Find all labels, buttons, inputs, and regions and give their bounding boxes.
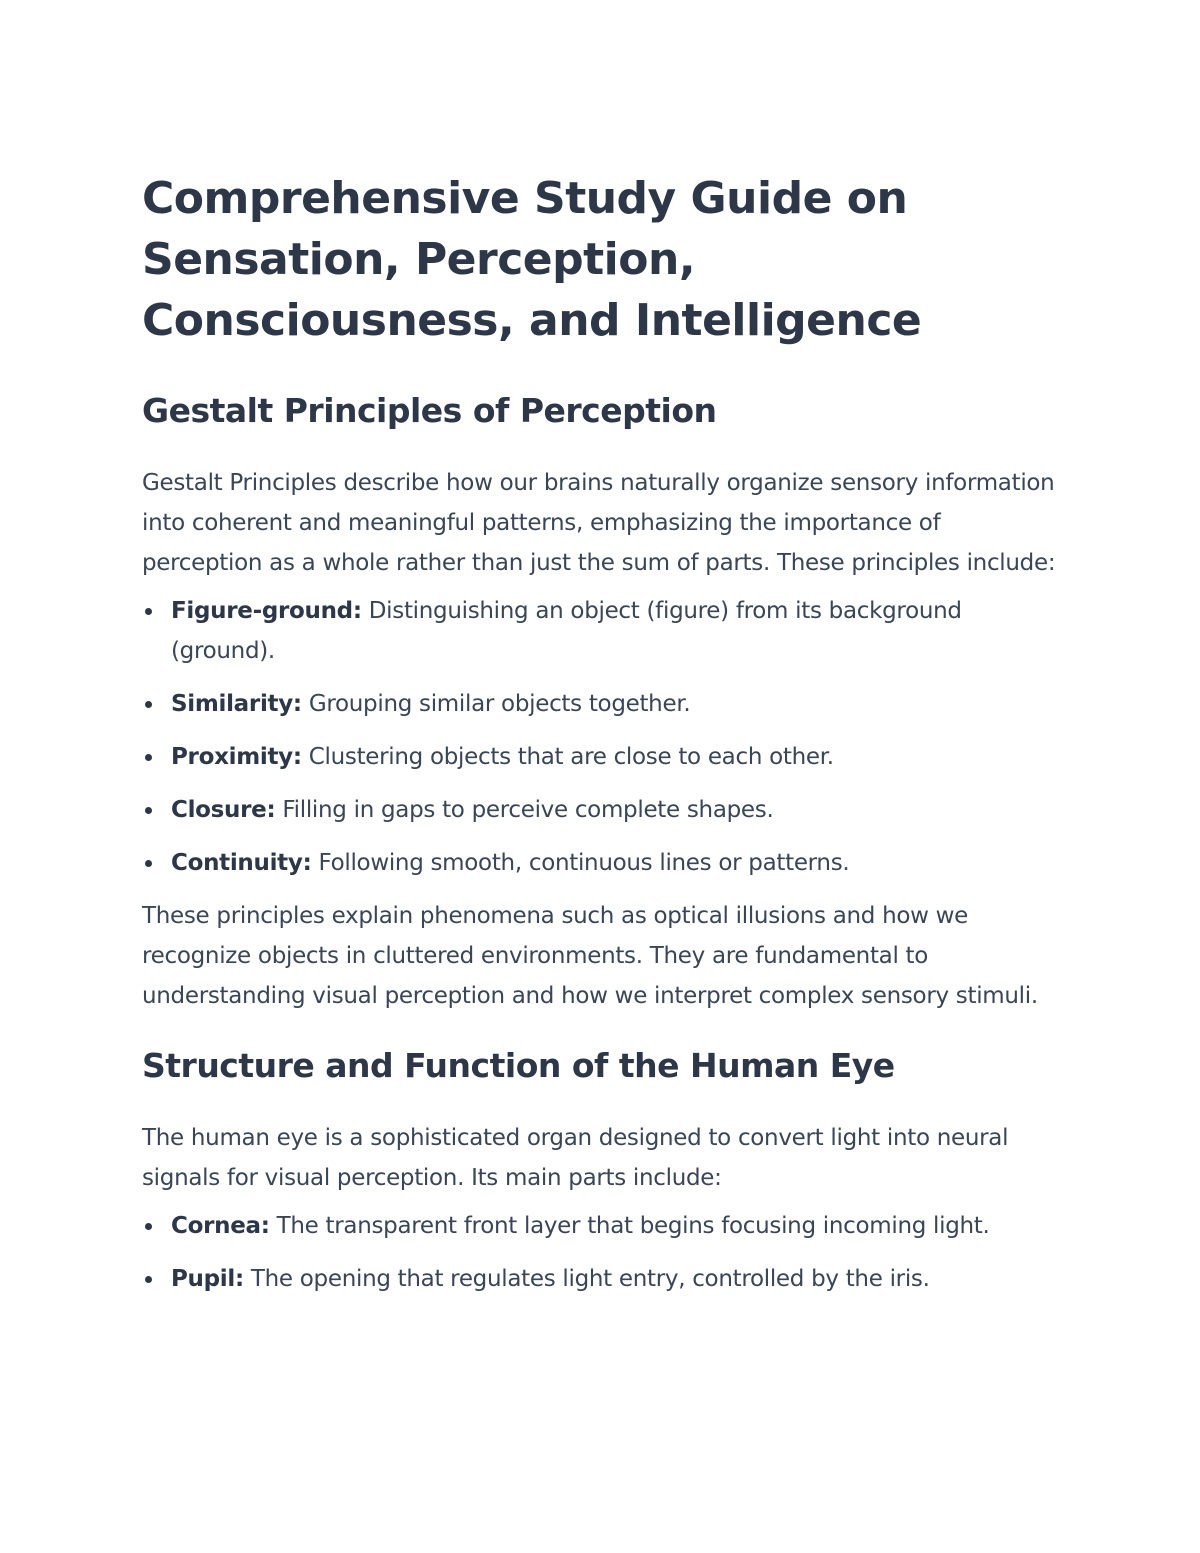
list-item-text: Clustering objects that are close to each other. [301, 744, 834, 770]
list-item [142, 843, 1062, 883]
list-item-text: Following smooth, continuous lines or patterns. [311, 850, 850, 876]
section-closing-gestalt: These principles explain phenomena such as optical illusions and how we recognize objects in cluttered environments. They are fundamental to understanding visual perception and how we interpret complex sensory stimuli. [142, 903, 1038, 1009]
list-item [142, 737, 1062, 777]
bullet-icon [145, 754, 152, 761]
list-item [142, 790, 1062, 830]
document-page [142, 168, 1062, 1312]
eye-parts-list [142, 1206, 1062, 1299]
list-item-term: Proximity: [171, 744, 302, 770]
list-item-term: Closure: [171, 797, 276, 823]
bullet-icon [145, 608, 152, 615]
bullet-icon [145, 807, 152, 814]
section-intro-gestalt: Gestalt Principles describe how our brains naturally organize sensory information into coherent and meaningful patterns, emphasizing the importance of perception as a whole rather than just the sum of parts. These principles include: [142, 470, 1056, 576]
list-item-text: Filling in gaps to perceive complete shapes. [275, 797, 774, 823]
section-heading-gestalt: Gestalt Principles of Perception [142, 391, 717, 430]
list-item-text: Grouping similar objects together. [301, 691, 691, 717]
bullet-icon [145, 1223, 152, 1230]
list-item-text: The transparent front layer that begins focusing incoming light. [269, 1213, 990, 1239]
list-item-text: Distinguishing an object (figure) from its background (ground). [171, 598, 962, 664]
bullet-icon [145, 701, 152, 708]
list-item-term: Similarity: [171, 691, 302, 717]
section-heading-human-eye: Structure and Function of the Human Eye [142, 1046, 895, 1085]
list-item-text: The opening that regulates light entry, controlled by the iris. [243, 1266, 930, 1292]
list-item-term: Cornea: [171, 1213, 270, 1239]
document-title: Comprehensive Study Guide on Sensation, Perception, Consciousness, and Intelligence [142, 173, 922, 346]
bullet-icon [145, 1276, 152, 1283]
list-item [142, 591, 1062, 671]
gestalt-principles-list [142, 591, 1062, 883]
list-item-term: Continuity: [171, 850, 312, 876]
list-item-term: Pupil: [171, 1266, 244, 1292]
bullet-icon [145, 860, 152, 867]
section-intro-human-eye: The human eye is a sophisticated organ designed to convert light into neural signals for visual perception. Its main parts include: [142, 1125, 1009, 1191]
list-item-term: Figure-ground: [171, 598, 362, 624]
list-item [142, 1259, 1062, 1299]
list-item [142, 1206, 1062, 1246]
list-item [142, 684, 1062, 724]
